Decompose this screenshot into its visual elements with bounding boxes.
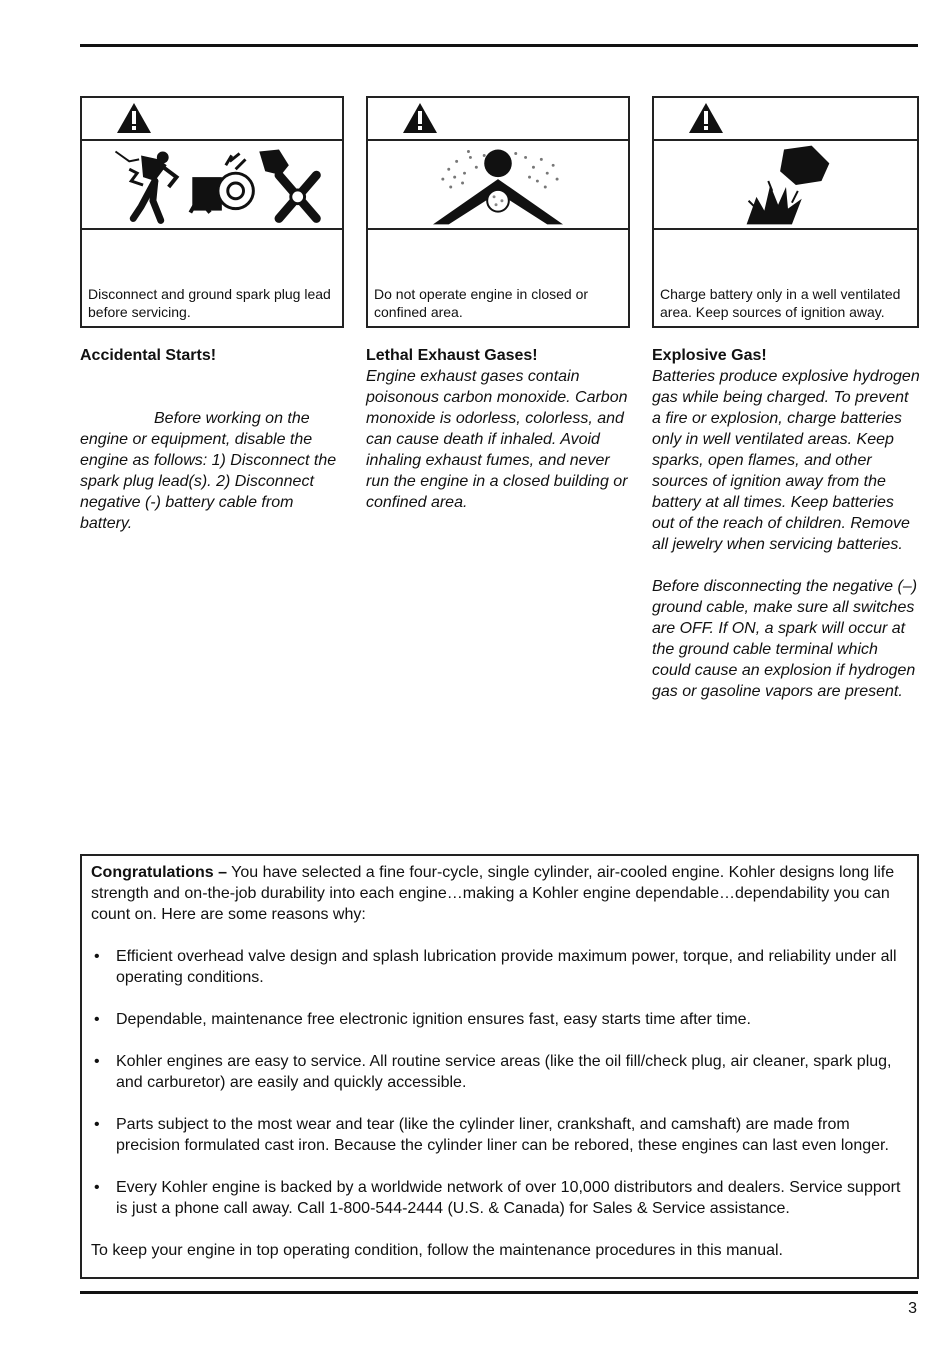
warning-body-secondary: Before disconnecting the negative (–) ground cable, make sure all switches are OFF. If ON, a spark will occur at the ground cable terminal which could cause an explosion if hydrogen gas or gasoline vapors are present. [652,578,918,700]
congratulations-lead: Congratulations – [91,864,228,881]
warning-box-exhaust-gases [366,96,630,328]
list-item: • Kohler engines are easy to service. All routine service areas (like the oil fill/check plug, air cleaner, spark plug, and carburetor) are easily and quickly accessible. [94,1053,892,1091]
congratulations-box [80,854,919,1279]
warning-heading: Lethal Exhaust Gases! [366,347,538,364]
list-item: • Dependable, maintenance free electronic ignition ensures fast, easy starts time after time. [94,1011,751,1028]
top-rule [80,44,918,47]
list-item: • Parts subject to the most wear and tear (like the cylinder liner, crankshaft, and camshaft) are made from precision formulated cast iron. Because the cylinder liner can be rebored, these engines can last even longer. [94,1116,889,1154]
page-number: 3 [908,1300,917,1317]
shock-and-entanglement-pictogram [82,141,342,230]
warning-label: Do not operate engine in closed or confined area. [374,286,589,320]
congratulations-closing: To keep your engine in top operating condition, follow the maintenance procedures in this manual. [91,1242,783,1259]
warning-heading: Accidental Starts! [80,347,217,364]
warning-column-explosive-gas [652,345,920,702]
warning-body: Before working on the engine or equipment, disable the engine as follows: 1) Disconnect the spark plug lead(s). 2) Disconnect negative (-) battery cable from battery. [80,410,337,532]
reasons-list [91,946,909,1219]
bullet-icon: • [94,1116,100,1133]
bullet-icon: • [94,1011,100,1028]
bottom-rule [80,1291,918,1294]
warning-body: Batteries produce explosive hydrogen gas while being charged. To prevent a fire or explosion, charge batteries only in well ventilated areas. Keep sparks, open flames, and other sources of ignition away from the battery at all times. Keep batteries out of the reach of children. Remove all jewelry when servicing batteries. [652,368,920,553]
warning-box-accidental-starts [80,96,344,328]
bullet-icon: • [94,1179,100,1196]
warning-triangle-icon [116,102,152,134]
warning-column-accidental-starts [80,345,348,534]
warning-label: Disconnect and ground spark plug lead before servicing. [88,286,331,320]
list-item: • Every Kohler engine is backed by a worldwide network of over 10,000 distributors and dealers. Service support is just a phone call away. Call 1-800-544-2444 (U.S. & Canada) for Sales & Service assistance. [94,1179,901,1217]
warning-triangle-icon [688,102,724,134]
warning-label: Charge battery only in a well ventilated area. Keep sources of ignition away. [660,286,901,320]
warning-body: Engine exhaust gases contain poisonous carbon monoxide. Carbon monoxide is odorless, colorless, and can cause death if inhaled. Avoid inhaling exhaust fumes, and never run the engine in a closed building or confined area. [366,368,628,511]
warning-column-exhaust-gases [366,345,634,513]
battery-explosion-pictogram [654,141,917,230]
warning-heading: Explosive Gas! [652,347,767,364]
congratulations-intro: Congratulations – You have selected a fine four-cycle, single cylinder, air-cooled engine. Kohler designs long life strength and on-the-job durability into each engine…making a Kohler engine dependable…dependability you can count on. Here are some reasons why: [91,864,895,923]
bullet-icon: • [94,1053,100,1070]
warning-box-explosive-gas [652,96,919,328]
warning-triangle-icon [402,102,438,134]
bullet-icon: • [94,948,100,965]
list-item: • Efficient overhead valve design and splash lubrication provide maximum power, torque, and reliability under all operating conditions. [94,948,897,986]
toxic-fumes-pictogram [368,141,628,230]
